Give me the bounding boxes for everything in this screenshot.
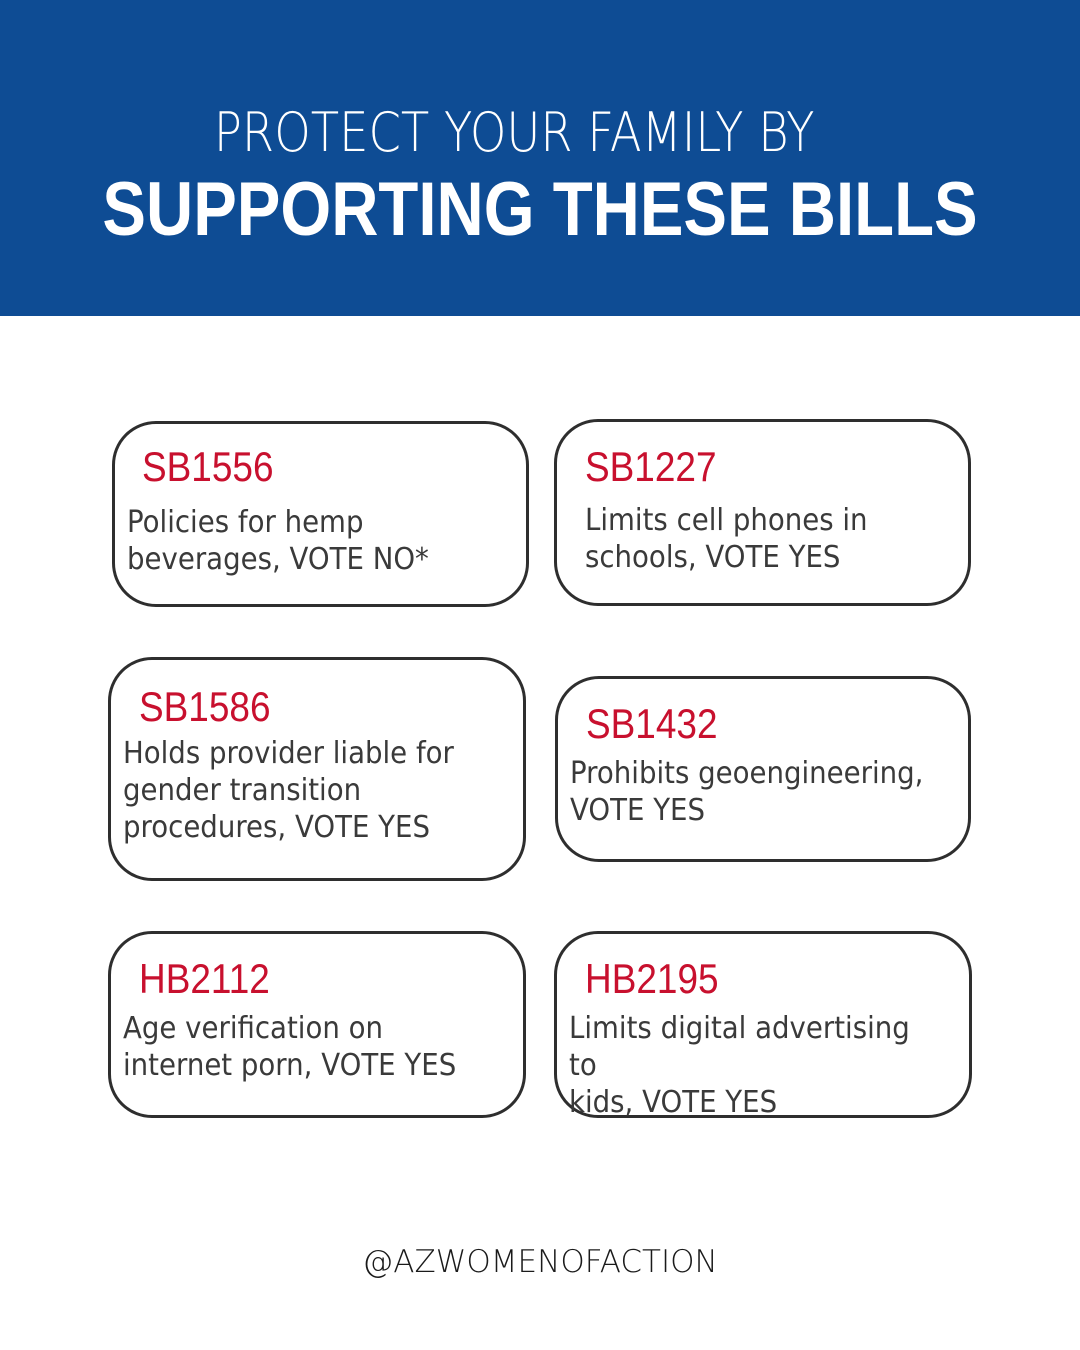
bill-description: Prohibits geoengineering, VOTE YES [570, 756, 924, 828]
bill-code: HB2112 [139, 955, 270, 1002]
bill-code: HB2195 [585, 955, 719, 1002]
header-banner [0, 0, 1080, 316]
bill-card-hb2112 [108, 931, 526, 1118]
bill-description: Limits cell phones in schools, VOTE YES [585, 503, 868, 575]
bill-card-hb2195 [554, 931, 972, 1118]
header-title: SUPPORTING THESE BILLS [102, 167, 978, 252]
bill-description: Holds provider liable for gender transition procedures, VOTE YES [123, 736, 454, 845]
bill-code: SB1586 [139, 683, 271, 730]
bill-description: Limits digital advertising to kids, VOTE YES [569, 1011, 910, 1120]
social-handle: @AZWOMENOFACTION [362, 1244, 718, 1280]
bill-description: Policies for hemp beverages, VOTE NO* [127, 505, 429, 577]
bill-card-sb1586 [108, 657, 526, 881]
bill-card-sb1432 [555, 676, 971, 862]
bill-card-sb1556 [112, 421, 529, 607]
bill-code: SB1227 [585, 443, 717, 490]
bill-description: Age verification on internet porn, VOTE YES [123, 1011, 457, 1083]
bill-code: SB1556 [142, 443, 274, 490]
bill-code: SB1432 [586, 700, 718, 747]
header-subtitle: PROTECT YOUR FAMILY BY [213, 101, 815, 164]
bill-card-sb1227 [554, 419, 971, 606]
